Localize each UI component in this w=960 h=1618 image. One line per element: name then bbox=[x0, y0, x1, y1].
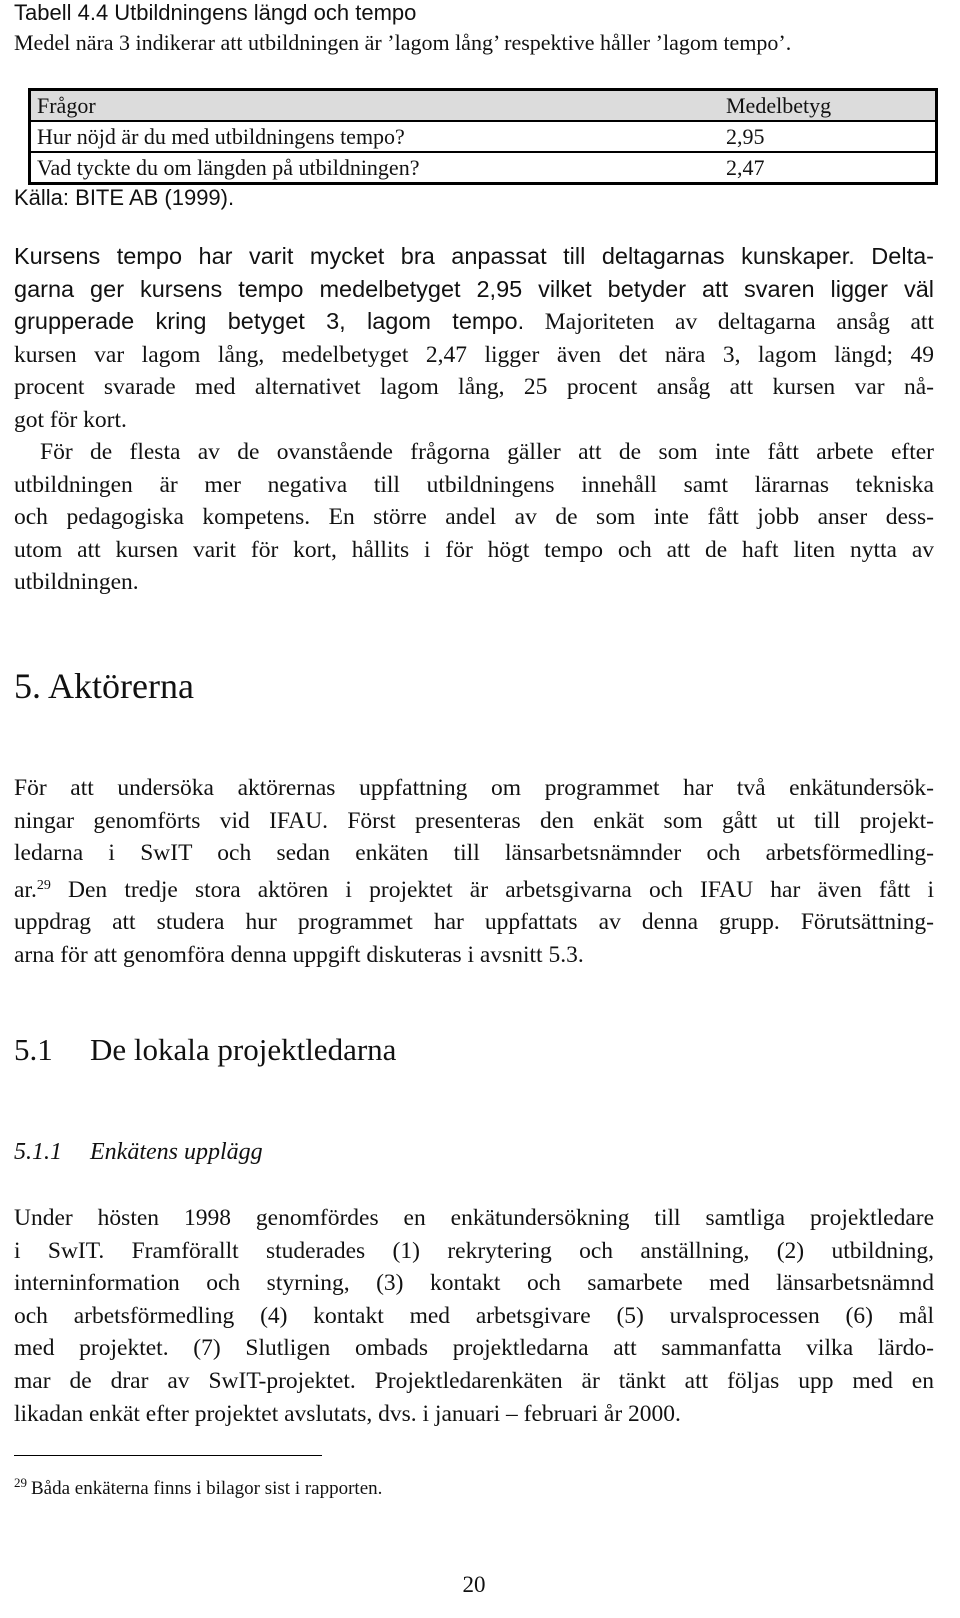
section-heading-5-1-1 bbox=[14, 1136, 263, 1168]
footnote-number: 29 bbox=[14, 1475, 27, 1490]
footnote bbox=[14, 1470, 382, 1502]
text-line: och arbetsförmedling (4) kontakt med arbetsgivare (5) urvalsprocessen (6) mål bbox=[14, 1302, 934, 1329]
footnote-text: Båda enkäterna finns i bilagor sist i rapporten. bbox=[31, 1478, 383, 1499]
section-heading-5: 5. Aktörerna bbox=[14, 666, 194, 706]
text-line: utbildningen. bbox=[14, 569, 139, 596]
paragraph-negative bbox=[14, 436, 934, 599]
text-span: och pedagogiska kompetens. bbox=[14, 504, 311, 531]
text-line: kursen var lagom lång, medelbetyget 2,47 ligger även det nära 3, lagom längd; 49 bbox=[14, 341, 934, 368]
text-line: utbildningen är mer negativa till utbildningens innehåll samt lärarnas tekniska bbox=[14, 471, 934, 498]
table-cell-value: 2,95 bbox=[720, 121, 937, 152]
text-span: grupperade kring betyget 3, lagom tempo. bbox=[14, 308, 525, 335]
table-row bbox=[30, 152, 937, 184]
text-line bbox=[14, 305, 934, 339]
paragraph-survey bbox=[14, 1202, 934, 1430]
text-line bbox=[14, 870, 934, 907]
text-line: got för kort. bbox=[14, 406, 127, 433]
page-number: 20 bbox=[462, 1572, 486, 1597]
text-line: utom att kursen varit för kort, hållits i för högt tempo och att de haft liten nytta av bbox=[14, 536, 934, 563]
section-heading-5-1 bbox=[14, 1030, 396, 1070]
table-caption: Tabell 4.4 Utbildningens längd och tempo bbox=[14, 0, 417, 25]
table-header-row bbox=[30, 90, 937, 122]
text-span: ar. bbox=[14, 876, 37, 903]
footnote-divider bbox=[14, 1455, 322, 1456]
text-line: ningar genomförts vid IFAU. Först presenteras den enkät som gått ut till projekt- bbox=[14, 807, 934, 834]
text-line: garna ger kursens tempo medelbetyget 2,95 vilket betyder att svaren ligger väl bbox=[14, 275, 934, 302]
table-source: Källa: BITE AB (1999). bbox=[14, 185, 235, 210]
text-span: Den tredje stora aktören i projektet är arbetsgivarna och IFAU har även fått i bbox=[50, 876, 934, 903]
text-line: interninformation och styrning, (3) kontakt och samarbete med länsarbetsnämnd bbox=[14, 1270, 934, 1297]
text-line: ledarna i SwIT och sedan enkäten till länsarbetsnämnder och arbetsförmedling- bbox=[14, 840, 934, 867]
text-line: För att undersöka aktörernas uppfattning om programmet har två enkätundersök- bbox=[14, 775, 934, 801]
table-cell-question: Hur nöjd är du med utbildningens tempo? bbox=[30, 121, 721, 152]
table-header-questions: Frågor bbox=[30, 90, 721, 122]
table-row bbox=[30, 121, 937, 152]
text-line: procent svarade med alternativet lagom lång, 25 procent ansåg att kursen var nå- bbox=[14, 374, 934, 401]
section-title: Enkätens upplägg bbox=[90, 1139, 263, 1165]
section-title: De lokala projektledarna bbox=[90, 1032, 397, 1067]
section-number: 5.1 bbox=[14, 1032, 53, 1067]
text-span: Majoriteten av deltagarna ansåg att bbox=[524, 309, 934, 336]
text-line bbox=[14, 436, 934, 469]
text-span: För de flesta av de ovanstående frågorna gäller att de som inte fått arbete efter bbox=[40, 439, 934, 465]
text-line: Under hösten 1998 genomfördes en enkätundersökning till samtliga projektledare bbox=[14, 1205, 934, 1231]
text-span: En större andel av de som inte fått jobb anser dess- bbox=[310, 504, 934, 531]
text-line bbox=[14, 501, 934, 534]
section-number: 5.1.1 bbox=[14, 1139, 62, 1165]
table-cell-value: 2,47 bbox=[726, 155, 765, 180]
footnote-reference: 29 bbox=[36, 877, 51, 893]
text-line: arna för att genomföra denna uppgift diskuteras i avsnitt 5.3. bbox=[14, 941, 584, 968]
text-line: Kursens tempo har varit mycket bra anpassat till deltagarnas kunskaper. Delta- bbox=[14, 243, 934, 269]
results-table bbox=[28, 88, 938, 185]
text-line: uppdrag att studera hur programmet har uppfattats av denna grupp. Förutsättning- bbox=[14, 909, 934, 936]
paragraph-actors bbox=[14, 772, 934, 972]
paragraph-tempo bbox=[14, 240, 934, 437]
text-line: med projektet. (7) Slutligen ombads projektledarna att sammanfatta vilka lärdo- bbox=[14, 1335, 934, 1362]
table-note: Medel nära 3 indikerar att utbildningen är ’lagom lång’ respektive håller ’lagom tempo’. bbox=[14, 30, 792, 55]
table-cell-question: Vad tyckte du om längden på utbildningen? bbox=[37, 155, 420, 180]
table-header-mean: Medelbetyg bbox=[720, 90, 937, 122]
text-line: i SwIT. Framförallt studerades (1) rekrytering och anställning, (2) utbildning, bbox=[14, 1237, 934, 1264]
text-line: mar de drar av SwIT-projektet. Projektledarenkäten är tänkt att följas upp med en bbox=[14, 1367, 934, 1394]
text-line: likadan enkät efter projektet avslutats, dvs. i januari – februari år 2000. bbox=[14, 1400, 681, 1427]
